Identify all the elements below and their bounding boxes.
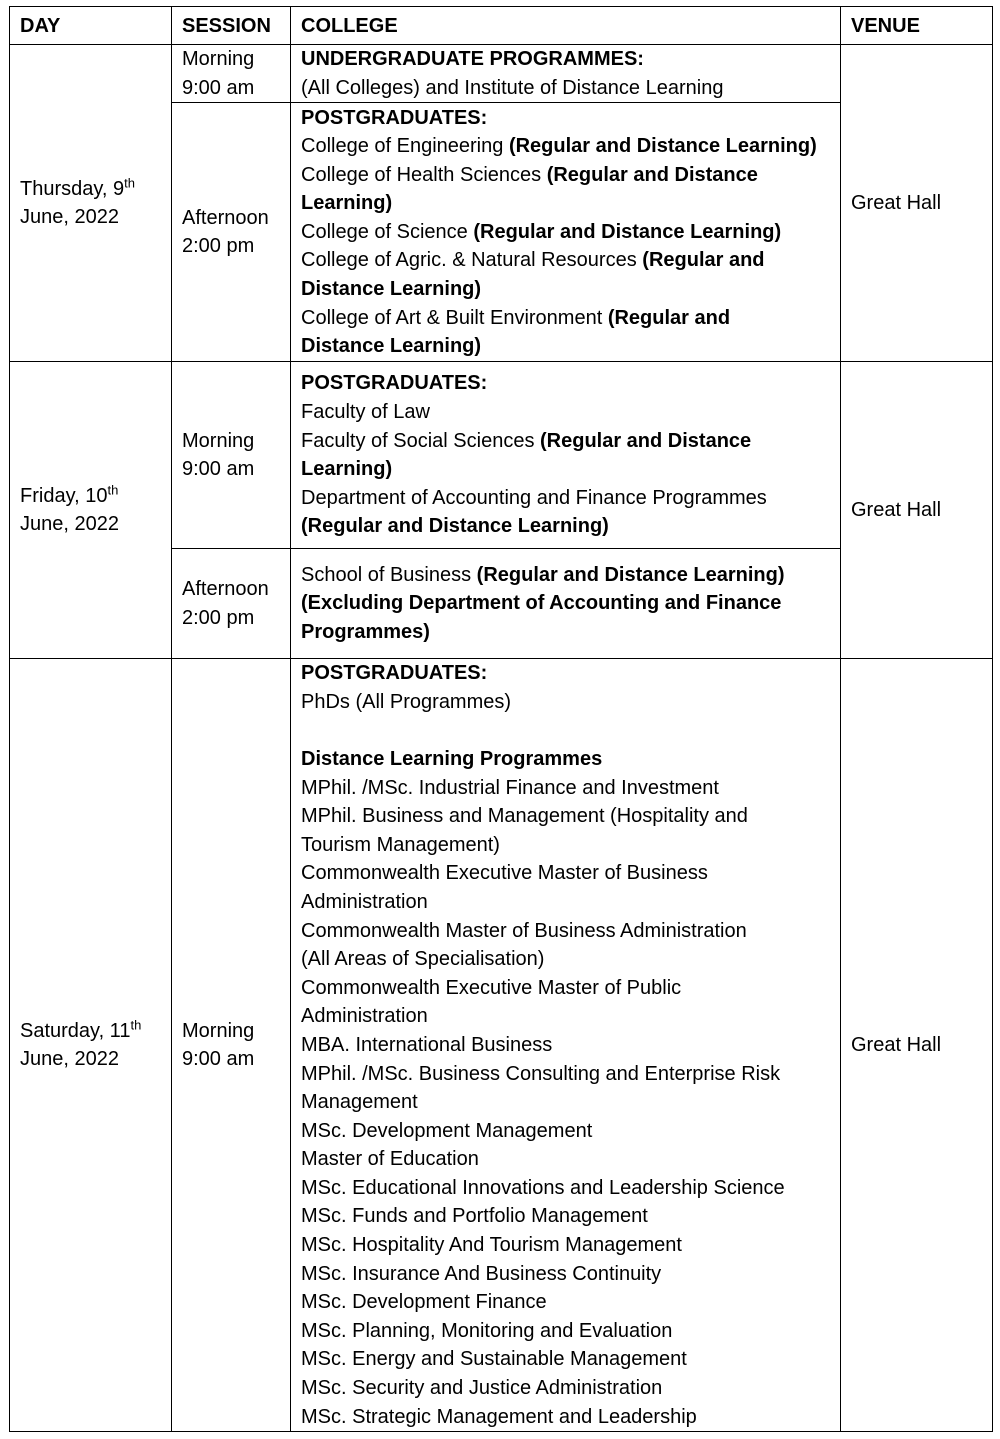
programme-entry: Management bbox=[301, 1091, 418, 1114]
college-cell bbox=[291, 103, 841, 362]
session-time: 2:00 pm bbox=[182, 606, 255, 629]
college-entry: College of Health Sciences (Regular and Distance bbox=[301, 163, 758, 186]
college-entry: School of Business (Regular and Distance Learning) bbox=[301, 563, 785, 586]
day-month-year: June, 2022 bbox=[20, 206, 119, 229]
programme-entry: MPhil. /MSc. Business Consulting and Enterprise Risk bbox=[301, 1062, 781, 1085]
header-row bbox=[10, 7, 993, 45]
programme-entry: Commonwealth Master of Business Administration bbox=[301, 919, 747, 942]
day-cell-thursday bbox=[10, 45, 172, 362]
day-text: Saturday, 11 bbox=[20, 1019, 131, 1042]
day-ordinal: th bbox=[130, 1016, 142, 1032]
section-heading: POSTGRADUATES: bbox=[301, 106, 488, 129]
college-entry-cont: (Excluding Department of Accounting and Finance bbox=[301, 592, 782, 615]
programme-entry: Commonwealth Executive Master of Business bbox=[301, 862, 708, 885]
college-entry: Department of Accounting and Finance Programmes bbox=[301, 486, 767, 509]
college-entry-cont: Learning) bbox=[301, 192, 393, 215]
college-entry: College of Engineering (Regular and Distance Learning) bbox=[301, 135, 817, 158]
programme-entry: Administration bbox=[301, 890, 428, 913]
table-row bbox=[10, 362, 993, 549]
session-cell bbox=[172, 103, 291, 362]
session-name: Morning bbox=[182, 48, 255, 70]
college-cell bbox=[291, 549, 841, 659]
header-session: SESSION bbox=[172, 7, 291, 45]
section-heading: POSTGRADUATES: bbox=[301, 372, 488, 395]
college-cell bbox=[291, 45, 841, 103]
college-entry: (All Colleges) and Institute of Distance Learning bbox=[301, 76, 724, 99]
college-entry: PhDs (All Programmes) bbox=[301, 690, 512, 713]
session-time: 9:00 am bbox=[182, 458, 255, 481]
programme-entry: MPhil. /MSc. Industrial Finance and Investment bbox=[301, 776, 719, 799]
table-row bbox=[10, 659, 993, 1432]
schedule-table bbox=[9, 6, 993, 1432]
day-month-year: June, 2022 bbox=[20, 513, 119, 536]
college-cell bbox=[291, 362, 841, 549]
session-cell bbox=[172, 549, 291, 659]
college-entry: College of Art & Built Environment (Regular and bbox=[301, 306, 731, 329]
session-cell bbox=[172, 362, 291, 549]
programme-entry: MSc. Security and Justice Administration bbox=[301, 1377, 663, 1400]
college-entry-cont: Programmes) bbox=[301, 620, 430, 643]
header-venue: VENUE bbox=[841, 7, 993, 45]
session-time: 9:00 am bbox=[182, 1048, 255, 1071]
session-name: Morning bbox=[182, 1019, 255, 1042]
header-day: DAY bbox=[10, 7, 172, 45]
college-entry: Faculty of Law bbox=[301, 401, 430, 423]
day-cell-friday bbox=[10, 362, 172, 659]
programme-entry: Tourism Management) bbox=[301, 833, 500, 856]
programme-entry: MSc. Planning, Monitoring and Evaluation bbox=[301, 1319, 673, 1342]
venue-cell: Great Hall bbox=[841, 659, 993, 1432]
session-name: Afternoon bbox=[182, 206, 269, 229]
table-row bbox=[10, 45, 993, 103]
college-entry: Faculty of Social Sciences (Regular and Distance bbox=[301, 429, 752, 452]
session-name: Afternoon bbox=[182, 578, 269, 601]
programme-entry: MBA. International Business bbox=[301, 1033, 553, 1056]
section-heading: UNDERGRADUATE PROGRAMMES: bbox=[301, 48, 644, 70]
day-cell-saturday bbox=[10, 659, 172, 1432]
college-entry: College of Agric. & Natural Resources (Regular and bbox=[301, 249, 765, 272]
college-cell bbox=[291, 659, 841, 1432]
day-ordinal: th bbox=[107, 481, 119, 497]
section-heading: Distance Learning Programmes bbox=[301, 747, 603, 770]
session-cell bbox=[172, 659, 291, 1432]
college-entry-cont: Learning) bbox=[301, 458, 393, 481]
section-heading: POSTGRADUATES: bbox=[301, 662, 488, 685]
venue-cell: Great Hall bbox=[841, 45, 993, 362]
programme-entry: MSc. Development Management bbox=[301, 1119, 593, 1142]
header-college: COLLEGE bbox=[291, 7, 841, 45]
programme-entry: (All Areas of Specialisation) bbox=[301, 948, 545, 971]
venue-cell: Great Hall bbox=[841, 362, 993, 659]
day-month-year: June, 2022 bbox=[20, 1048, 119, 1071]
programme-entry: MSc. Hospitality And Tourism Management bbox=[301, 1234, 682, 1257]
college-entry-cont: (Regular and Distance Learning) bbox=[301, 515, 609, 538]
day-text: Thursday, 9 bbox=[20, 177, 125, 200]
college-entry-cont: Distance Learning) bbox=[301, 278, 482, 301]
day-ordinal: th bbox=[124, 174, 135, 190]
programme-entry: MPhil. Business and Management (Hospitality and bbox=[301, 805, 748, 828]
programme-entry: MSc. Educational Innovations and Leadership Science bbox=[301, 1176, 785, 1199]
programme-entry: MSc. Strategic Management and Leadership bbox=[301, 1405, 697, 1428]
programme-entry: Commonwealth Executive Master of Public bbox=[301, 976, 682, 999]
college-entry-cont: Distance Learning) bbox=[301, 335, 482, 358]
session-cell bbox=[172, 45, 291, 103]
spacer bbox=[301, 716, 830, 745]
session-name: Morning bbox=[182, 429, 255, 452]
session-time: 2:00 pm bbox=[182, 235, 255, 258]
programme-entry: MSc. Energy and Sustainable Management bbox=[301, 1348, 687, 1371]
programme-entry: Master of Education bbox=[301, 1148, 479, 1171]
programme-entry: MSc. Funds and Portfolio Management bbox=[301, 1205, 648, 1228]
programme-entry: Administration bbox=[301, 1005, 428, 1028]
day-text: Friday, 10 bbox=[20, 484, 108, 507]
programme-entry: MSc. Development Finance bbox=[301, 1291, 547, 1314]
college-entry: College of Science (Regular and Distance Learning) bbox=[301, 220, 782, 243]
session-time: 9:00 am bbox=[182, 76, 255, 99]
programme-entry: MSc. Insurance And Business Continuity bbox=[301, 1262, 662, 1285]
